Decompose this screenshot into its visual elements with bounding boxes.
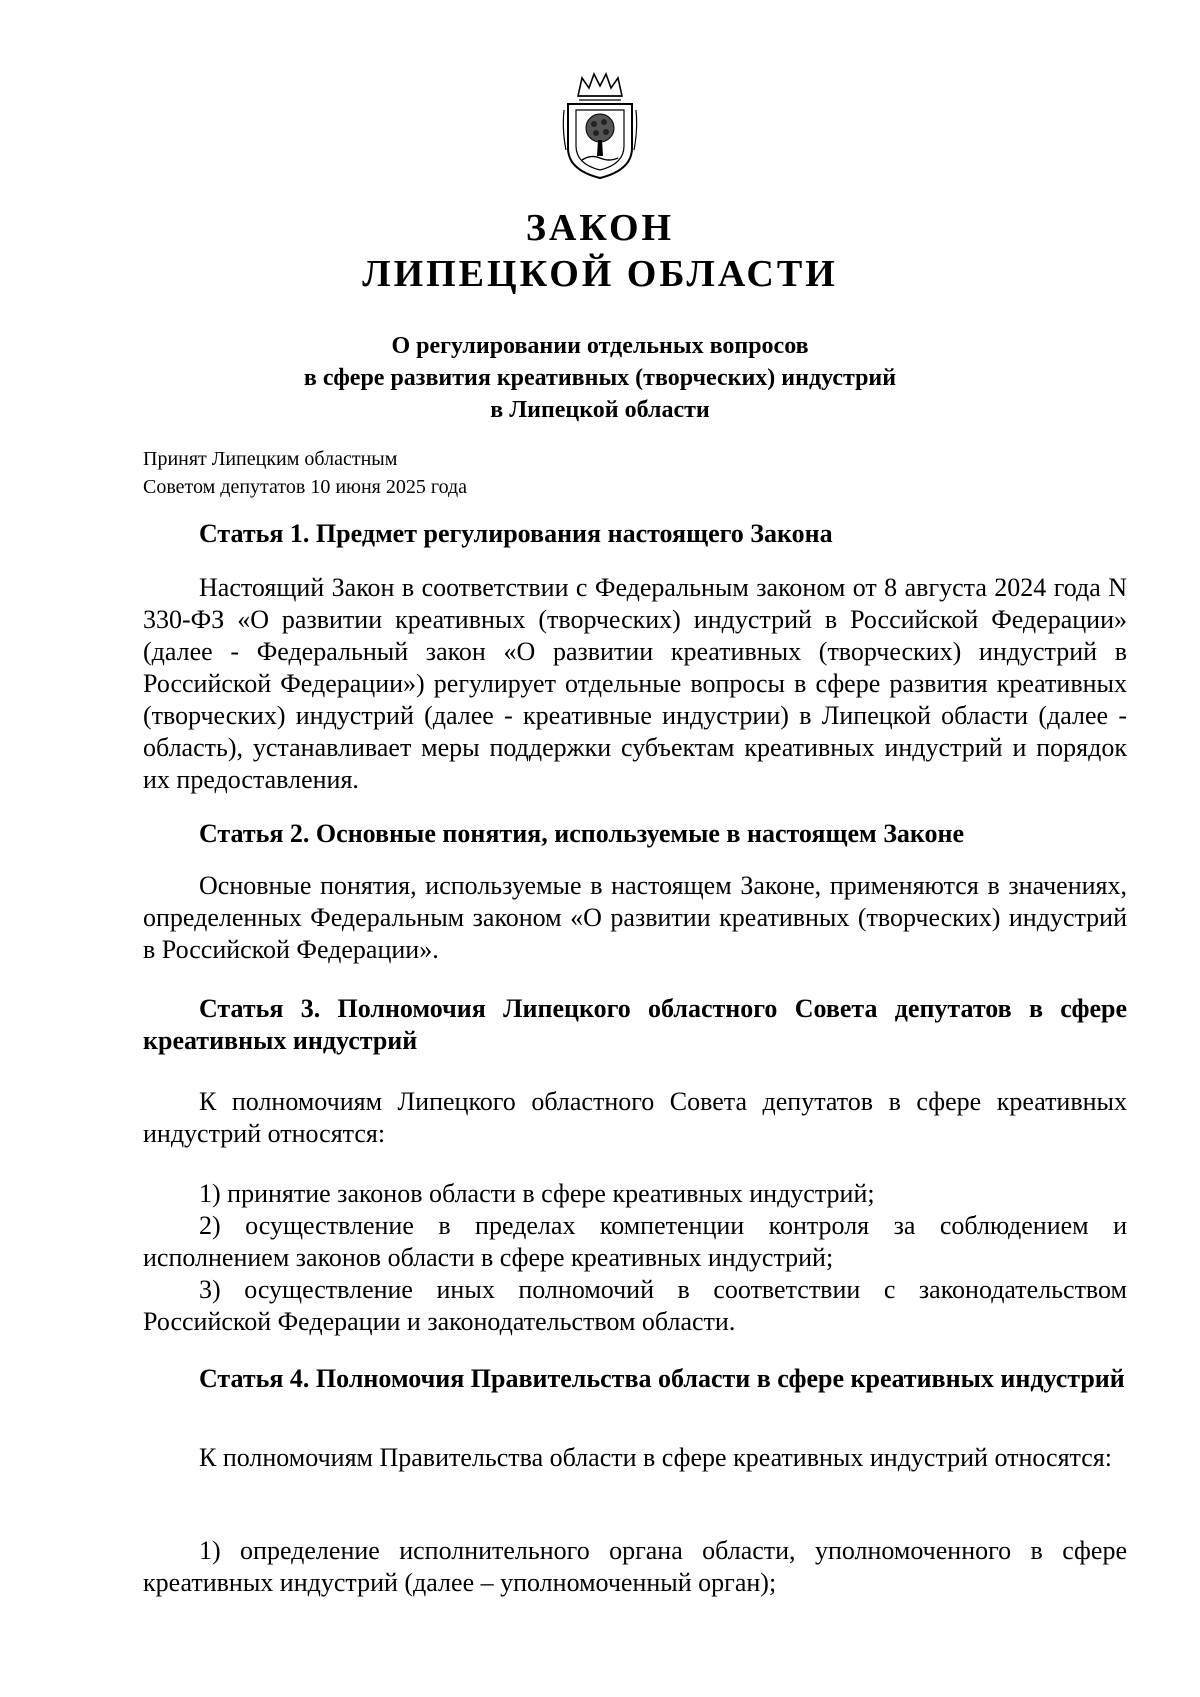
document-subtitle-line-3: в Липецкой области — [490, 397, 710, 423]
article-3-intro: К полномочиям Липецкого областного Совета депутатов в сфере креативных индустрий относятся: — [143, 1087, 1127, 1148]
coat-of-arms-icon — [562, 70, 638, 182]
adoption-note-line-2: Советом депутатов 10 июня 2025 года — [143, 476, 468, 498]
article-1-text: Настоящий Закон в соответствии с Федеральным законом от 8 августа 2024 года N 330-ФЗ «О развитии креативных (творческих) индустрий в Российской Федерации» (далее - Федеральный закон «О развитии креативных (творческих) индустрий в Российской Федерации») регулирует отдельные вопросы в сфере развития креативных (творческих) индустрий (далее - креативные индустрии) в Липецкой области (далее - область), устанавливает меры поддержки субъектам креативных индустрий и порядок их предоставления. — [143, 573, 1127, 794]
article-3-item-3: 3) осуществление иных полномочий в соответствии с законодательством Российской Федерации и законодательством области. — [143, 1275, 1127, 1336]
article-2-heading: Статья 2. Основные понятия, используемые в настоящем Законе — [199, 819, 965, 848]
article-2-text: Основные понятия, используемые в настоящем Законе, применяются в значениях, определенных Федеральным законом «О развитии креативных (творческих) индустрий в Российской Федерации». — [143, 871, 1127, 964]
article-3-heading: Статья 3. Полномочия Липецкого областного Совета депутатов в сфере креативных индустрий — [143, 994, 1127, 1055]
document-subtitle-line-2: в сфере развития креативных (творческих) индустрий — [303, 365, 897, 391]
article-1-heading: Статья 1. Предмет регулирования настоящего Закона — [199, 519, 833, 548]
article-4-heading: Статья 4. Полномочия Правительства области в сфере креативных индустрий — [199, 1364, 1125, 1393]
article-3-item-2: 2) осуществление в пределах компетенции контроля за соблюдением и исполнением законов области в сфере креативных индустрий; — [143, 1211, 1127, 1272]
article-3-item-1: 1) принятие законов области в сфере креативных индустрий; — [199, 1179, 875, 1208]
article-4-intro: К полномочиям Правительства области в сфере креативных индустрий относятся: — [199, 1443, 1112, 1472]
article-4-item-1: 1) определение исполнительного органа области, уполномоченного в сфере креативных индустрий (далее – уполномоченный орган); — [143, 1536, 1127, 1597]
document-subtitle-line-1: О регулировании отдельных вопросов — [391, 333, 809, 359]
adoption-note-line-1: Принят Липецким областным — [143, 448, 398, 470]
document-title-region: ЛИПЕЦКОЙ ОБЛАСТИ — [362, 253, 838, 295]
document-title: ЗАКОН — [525, 207, 675, 249]
